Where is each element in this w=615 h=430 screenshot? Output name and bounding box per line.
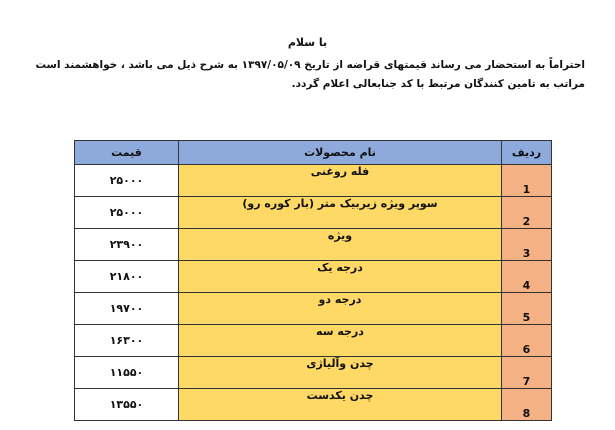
row-number: 4 xyxy=(502,261,552,293)
table-row xyxy=(75,293,552,325)
price-table xyxy=(74,140,552,421)
product-name: چدن یکدست xyxy=(179,389,502,421)
product-name: ویژه xyxy=(179,229,502,261)
table-row xyxy=(75,389,552,421)
row-number: 6 xyxy=(502,325,552,357)
row-number: 1 xyxy=(502,165,552,197)
table-row xyxy=(75,197,552,229)
product-price: ۲۵۰۰۰ xyxy=(75,165,179,197)
product-name: سوپر ویژه زیربیک متر (بار کوره رو) xyxy=(179,197,502,229)
row-number: 2 xyxy=(502,197,552,229)
table-header-row xyxy=(75,141,552,165)
product-price: ۱۱۵۵۰ xyxy=(75,357,179,389)
intro-paragraph xyxy=(30,56,585,94)
product-price: ۲۱۸۰۰ xyxy=(75,261,179,293)
table-row xyxy=(75,357,552,389)
header-price: قیمت xyxy=(75,141,179,165)
header-row-number: ردیف xyxy=(502,141,552,165)
row-number: 8 xyxy=(502,389,552,421)
product-name: فله روغنی xyxy=(179,165,502,197)
greeting: با سلام xyxy=(287,36,328,49)
product-name: چدن وآلیاژی xyxy=(179,357,502,389)
product-price: ۲۳۹۰۰ xyxy=(75,229,179,261)
intro-line: احتراماً به استحضار می رساند قیمتهای قراضه از تاریخ ۱۳۹۷/۰۵/۰۹ به شرح ذیل می باشد ، خواهشمند است xyxy=(35,59,585,71)
table-row xyxy=(75,165,552,197)
intro-line: مراتب به تامین کنندگان مرتبط با کد جنابعالی اعلام گردد. xyxy=(291,78,585,90)
table-row xyxy=(75,229,552,261)
row-number: 7 xyxy=(502,357,552,389)
product-price: ۱۳۵۵۰ xyxy=(75,389,179,421)
product-name: درجه دو xyxy=(179,293,502,325)
row-number: 3 xyxy=(502,229,552,261)
product-name: درجه سه xyxy=(179,325,502,357)
table-row xyxy=(75,261,552,293)
product-price: ۲۵۰۰۰ xyxy=(75,197,179,229)
table-row xyxy=(75,325,552,357)
row-number: 5 xyxy=(502,293,552,325)
header-product-name: نام محصولات xyxy=(179,141,502,165)
product-price: ۱۶۳۰۰ xyxy=(75,325,179,357)
product-name: درجه یک xyxy=(179,261,502,293)
product-price: ۱۹۷۰۰ xyxy=(75,293,179,325)
